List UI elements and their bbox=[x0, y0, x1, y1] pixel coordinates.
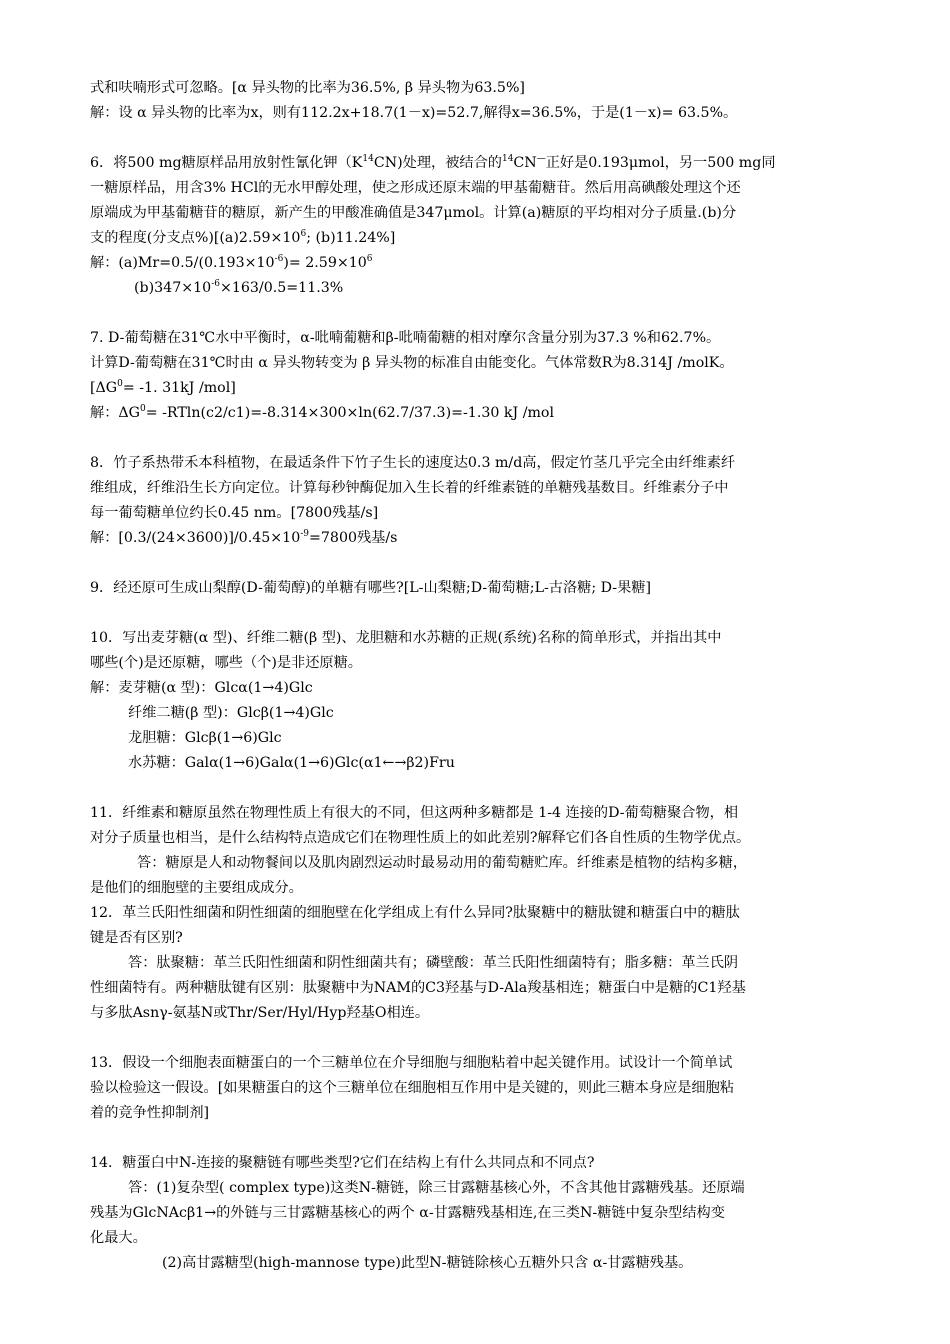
question-9-line: 9．经还原可生成山梨醇(D-葡萄醇)的单糖有哪些?[L-山梨糖;D-葡萄糖;L-古洛糖; D-果糖] bbox=[90, 580, 651, 596]
question-6-line: 支的程度(分支点$\%)[(a)2.59\times 10^6$; (b)11.24%] bbox=[90, 229, 396, 246]
question-8-line: 每一葡萄糖单位约长0.45 nm。[7800残基/s] bbox=[90, 505, 379, 521]
solution-line: $(b)347\times 10^{-6}\times 163/0.5=11.3\%$ bbox=[134, 279, 344, 296]
question-13-line: 13．假设一个细胞表面糖蛋白的一个三糖单位在介导细胞与细胞粘着中起关键作用。试设计一个简单试 bbox=[90, 1055, 733, 1071]
solution-line: 纤维二糖(β 型)：Glcβ(1→4)Glc bbox=[128, 705, 334, 721]
solution-line: 水苏糖：Galα(1→6)Galα(1→6)Glc(α1←→β2)Fru bbox=[128, 755, 455, 771]
question-12-line: 键是否有区别? bbox=[90, 930, 183, 946]
question-7-line: 计算D-葡萄糖在31℃时由 α 异头物转变为 β 异头物的标准自由能变化。气体常数R为8.314J /molK。 bbox=[90, 355, 734, 371]
question-8-line: 维组成，纤维沿生长方向定位。计算每秒钟酶促加入生长着的纤维素链的单糖残基数目。纤维素分子中 bbox=[90, 480, 729, 496]
answer-line: 是他们的细胞壁的主要组成成分。 bbox=[90, 880, 303, 896]
question-8-line: 8．竹子系热带禾本科植物，在最适条件下竹子生长的速度达0.3 m/d高，假定竹茎几乎完全由纤维素纤 bbox=[90, 455, 736, 471]
question-11-line: 11．纤维素和糖原虽然在物理性质上有很大的不同，但这两种多糖都是 1-4 连接的D-葡萄糖聚合物，相 bbox=[90, 805, 739, 821]
question-12-line: 12．革兰氏阳性细菌和阴性细菌的细胞壁在化学组成上有什么异同?肽聚糖中的糖肽键和糖蛋白中的糖肽 bbox=[90, 905, 740, 921]
question-11-line: 对分子质量也相当，是什么结构特点造成它们在物理性质上的如此差别?解释它们各自性质的生物学优点。 bbox=[90, 830, 751, 846]
question-13-line: 着的竞争性抑制剂] bbox=[90, 1105, 210, 1121]
question-6-line: 原端成为甲基葡糖苷的糖原，新产生的甲酸准确值是347μmol。计算(a)糖原的平均相对分子质量.(b)分 bbox=[90, 205, 737, 221]
question-7-line: [$\Delta G^0= -1$. 31kJ /mol] bbox=[90, 379, 236, 396]
answer-line: 残基为GlcNAcβ1→的外链与三甘露糖基核心的两个 α-甘露糖残基相连,在三类N-糖链中复杂型结构变 bbox=[90, 1205, 725, 1221]
answer-line: 式和呋喃形式可忽略。[α 异头物的比率为36.5%, β 异头物为63.5%] bbox=[90, 80, 525, 96]
answer-line: 化最大。 bbox=[90, 1230, 147, 1246]
answer-line: 答：(1)复杂型( complex type)这类N-糖链，除三甘露糖基核心外，不含其他甘露糖残基。还原端 bbox=[128, 1180, 745, 1196]
solution-line: 解：$\Delta G^0= -RTln(c2/c1)=-8.314\times 300\times\ln(62.7/37.3)=-1.30$ kJ /mol bbox=[90, 404, 555, 421]
answer-line: 答：肽聚糖：革兰氏阳性细菌和阴性细菌共有；磷壁酸：革兰氏阳性细菌特有；脂多糖：革兰氏阴 bbox=[128, 955, 739, 971]
solution-line: 解：设 α 异头物的比率为x，则有112.2x+18.7(1－x)=52.7,解得x=36.5%，于是(1－x)= 63.5%。 bbox=[90, 105, 738, 121]
question-10-line: 10．写出麦芽糖(α 型)、纤维二糖(β 型)、龙胆糖和水苏糖的正规(系统)名称的简单形式，并指出其中 bbox=[90, 630, 722, 646]
answer-line: 答：糖原是人和动物餐间以及肌肉剧烈运动时最易动用的葡萄糖贮库。纤维素是植物的结构多糖， bbox=[137, 855, 748, 871]
solution-line: 解：麦芽糖(α 型)：Glcα(1→4)Glc bbox=[90, 680, 313, 696]
answer-line: 性细菌特有。两种糖肽键有区别：肽聚糖中为NAM的C3羟基与D-Ala羧基相连；糖蛋白中是糖的C1羟基 bbox=[90, 980, 746, 996]
solution-line: 解：$[0.3/(24\times 3600)]/0.45\times 10^{-9}=7800$残基/s bbox=[90, 529, 398, 546]
answer-line: 与多肽Asnγ-氨基N或Thr/Ser/Hyl/Hyp羟基O相连。 bbox=[90, 1005, 430, 1021]
question-14-line: 14．糖蛋白中N-连接的聚糖链有哪些类型?它们在结构上有什么共同点和不同点? bbox=[90, 1155, 595, 1171]
solution-line: 解：$(a)Mr=0.5/(0.193\times 10^{-6})= 2.59\times 10^6$ bbox=[90, 254, 373, 271]
answer-line: (2)高甘露糖型(high-mannose type)此型N-糖链除核心五糖外只含 α-甘露糖残基。 bbox=[162, 1255, 693, 1271]
question-6-line: 6．将500 mg糖原样品用放射性氰化钾$(K^{14}CN)$处理，被结合的$^{14}$CN—正好是0.193μmol，另一500 mg同 bbox=[90, 154, 776, 171]
question-10-line: 哪些(个)是还原糖，哪些（个)是非还原糖。 bbox=[90, 655, 362, 671]
question-6-line: 一糖原样品，用含3% HCl的无水甲醇处理，使之形成还原末端的甲基葡糖苷。然后用高碘酸处理这个还 bbox=[90, 180, 741, 196]
question-7-line: 7. D-葡萄糖在31℃水中平衡时，α-吡喃葡糖和β-吡喃葡糖的相对摩尔含量分别为37.3 %和62.7%。 bbox=[90, 330, 721, 346]
solution-line: 龙胆糖：Glcβ(1→6)Glc bbox=[128, 730, 282, 746]
question-13-line: 验以检验这一假设。[如果糖蛋白的这个三糖单位在细胞相互作用中是关键的，则此三糖本身应是细胞粘 bbox=[90, 1080, 734, 1096]
